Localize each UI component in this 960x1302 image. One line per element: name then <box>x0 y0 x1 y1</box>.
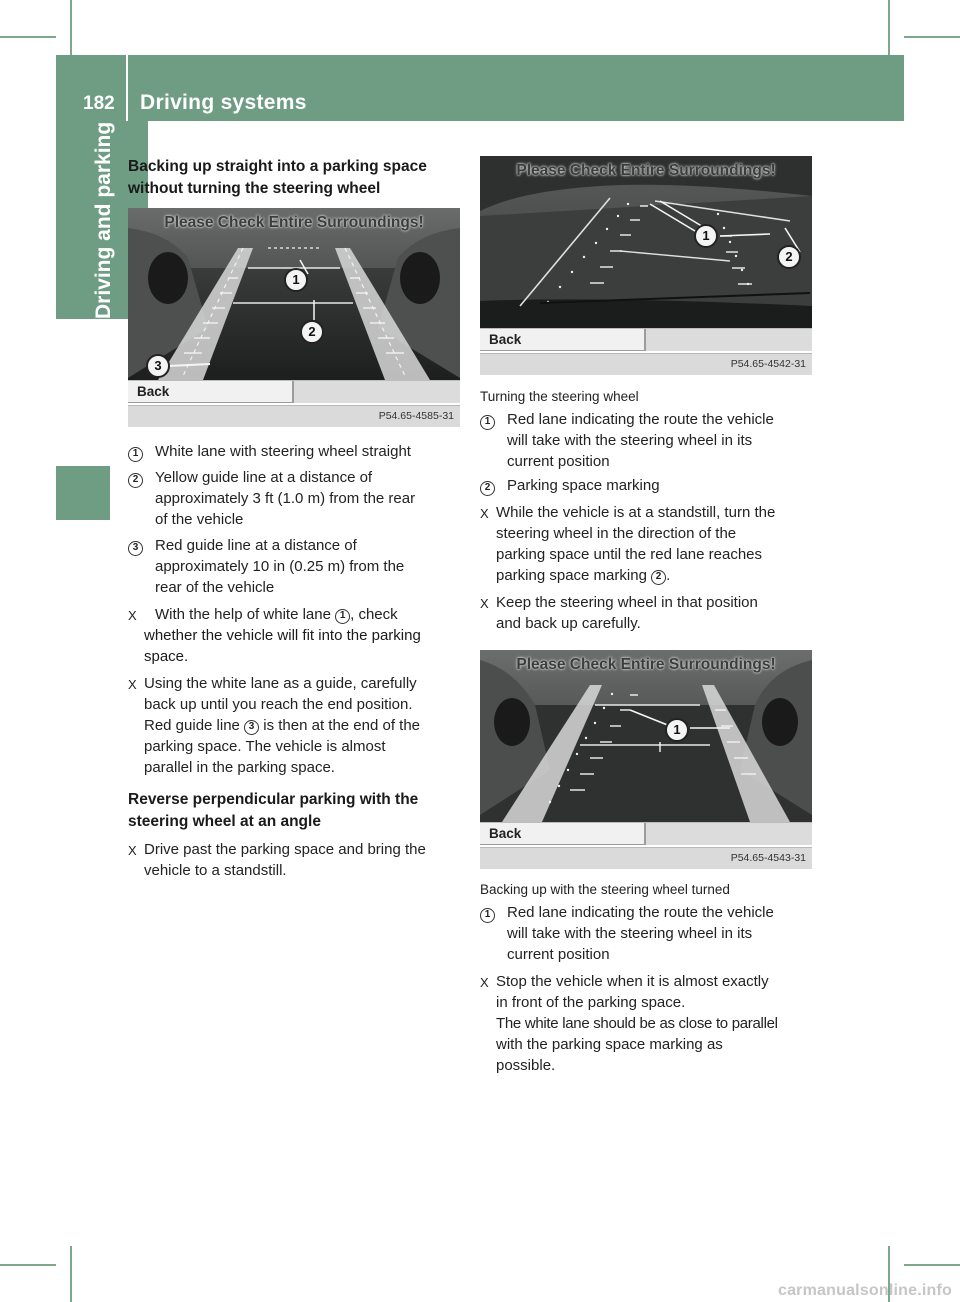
step-text: The white lane should be as close to parallel <box>496 1015 778 1032</box>
step-marker: X <box>128 677 137 692</box>
step-text: vehicle to a standstill. <box>144 862 287 879</box>
camera-softbar <box>128 380 460 403</box>
camera-view <box>480 156 812 328</box>
legend-number <box>480 902 500 923</box>
callout-2: 2 <box>777 245 801 269</box>
side-tab <box>88 121 116 319</box>
watermark: carmanualsonline.info <box>777 1282 952 1299</box>
step-text: While the vehicle is at a standstill, turn the <box>496 504 776 521</box>
legend-item <box>128 441 460 462</box>
number-circle: 3 <box>128 541 143 556</box>
legend-number <box>128 467 148 488</box>
section-title: Driving systems <box>140 91 307 114</box>
figure-caption: Turning the steering wheel <box>480 389 639 404</box>
camera-image <box>128 208 460 380</box>
callout-1: 1 <box>284 268 308 292</box>
legend-list <box>128 441 460 598</box>
heading-line: Backing up straight into a parking space <box>128 158 427 175</box>
number-circle: 3 <box>244 720 259 735</box>
step-continuation: whether the vehicle will fit into the parking <box>144 627 421 644</box>
step-text: parallel in the parking space. <box>144 759 335 776</box>
heading-line: steering wheel at an angle <box>128 813 321 830</box>
number-circle: 1 <box>335 609 350 624</box>
image-code: P54.65-4585-31 <box>128 405 460 427</box>
legend-text: Red lane indicating the route the vehicle <box>507 904 774 921</box>
camera-view <box>128 208 460 380</box>
back-button[interactable]: Back <box>480 823 646 845</box>
legend-item <box>128 467 460 530</box>
legend-text: White lane with steering wheel straight <box>155 443 411 460</box>
step-text: Drive past the parking space and bring the <box>144 841 426 858</box>
back-button[interactable]: Back <box>128 381 294 403</box>
safety-warning: Please Check Entire Surroundings! <box>164 214 424 231</box>
step-marker: X <box>128 843 137 858</box>
legend-text: approximately 3 ft (1.0 m) from the rear <box>155 490 416 507</box>
crop-mark <box>0 1264 56 1266</box>
instruction-step <box>128 673 460 778</box>
step-text: . <box>666 567 671 584</box>
camera-image <box>480 650 812 822</box>
camera-view <box>480 650 812 822</box>
camera-figure-turning <box>480 156 812 375</box>
safety-warning: Please Check Entire Surroundings! <box>516 656 776 673</box>
crop-mark <box>70 1246 72 1302</box>
side-tab-label: Driving and parking <box>92 121 115 319</box>
step-marker: X <box>480 596 489 611</box>
figure-caption: Backing up with the steering wheel turned <box>480 882 730 897</box>
legend-number <box>128 535 148 556</box>
instruction-step <box>480 502 812 586</box>
legend-text: Parking space marking <box>507 477 660 494</box>
camera-softbar <box>480 822 812 845</box>
step-marker: X <box>128 608 137 623</box>
step-text: Stop the vehicle when it is almost exactly <box>496 973 769 990</box>
legend-text: will take with the steering wheel in its <box>507 925 753 942</box>
legend-text: approximately 10 in (0.25 m) from the <box>155 558 405 575</box>
step-text: in front of the parking space. <box>496 994 686 1011</box>
crop-mark <box>904 1264 960 1266</box>
step-marker: X <box>480 975 489 990</box>
left-column <box>128 156 460 881</box>
camera-softbar <box>480 328 812 351</box>
step-text: Red guide line <box>144 717 245 734</box>
callout-1: 1 <box>665 718 689 742</box>
crop-mark <box>904 36 960 38</box>
side-tab-marker <box>56 466 110 520</box>
legend-text: Red guide line at a distance of <box>155 537 357 554</box>
step-text: back up until you reach the end position. <box>144 696 413 713</box>
legend-text: current position <box>507 453 610 470</box>
heading-line: without turning the steering wheel <box>128 180 381 197</box>
image-code: P54.65-4543-31 <box>480 847 812 869</box>
legend-number <box>480 409 500 430</box>
step-text: parking space. The vehicle is almost <box>144 738 386 755</box>
instruction-step <box>480 592 812 634</box>
legend-text: will take with the steering wheel in its <box>507 432 753 449</box>
instruction-step <box>128 839 460 881</box>
step-text: Keep the steering wheel in that position <box>496 594 758 611</box>
legend-number <box>128 441 148 462</box>
number-circle: 1 <box>128 447 143 462</box>
number-circle: 2 <box>651 570 666 585</box>
safety-warning: Please Check Entire Surroundings! <box>516 162 776 179</box>
number-circle: 2 <box>128 473 143 488</box>
number-circle: 2 <box>480 481 495 496</box>
camera-figure-turned <box>480 650 812 869</box>
step-text: parking space until the red lane reaches <box>496 546 763 563</box>
instruction-step <box>480 971 812 1076</box>
legend-item <box>480 902 812 965</box>
callout-1: 1 <box>694 224 718 248</box>
number-circle: 1 <box>480 415 495 430</box>
legend-text: Yellow guide line at a distance of <box>155 469 373 486</box>
step-text: steering wheel in the direction of the <box>496 525 737 542</box>
section-heading <box>128 789 460 833</box>
camera-figure-straight <box>128 208 460 427</box>
section-heading <box>128 156 460 200</box>
step-continuation: space. <box>144 648 189 665</box>
number-circle: 1 <box>480 908 495 923</box>
callout-3: 3 <box>146 354 170 378</box>
right-column <box>480 156 812 1076</box>
legend-text: Red lane indicating the route the vehicle <box>507 411 774 428</box>
step-text: , check <box>350 606 398 623</box>
legend-list <box>480 902 812 965</box>
heading-line: Reverse perpendicular parking with the <box>128 791 419 808</box>
camera-image <box>480 156 812 328</box>
legend-text: of the vehicle <box>155 511 244 528</box>
legend-item <box>480 409 812 472</box>
legend-number <box>480 475 500 496</box>
back-button[interactable]: Back <box>480 329 646 351</box>
crop-mark <box>0 36 56 38</box>
instruction-step <box>128 604 460 625</box>
step-text: is then at the end of the <box>259 717 421 734</box>
step-text: with the parking space marking as <box>496 1036 723 1053</box>
crop-mark <box>888 0 890 56</box>
legend-item <box>128 535 460 598</box>
step-text: Using the white lane as a guide, carefully <box>144 675 417 692</box>
step-text: and back up carefully. <box>496 615 641 632</box>
legend-list <box>480 409 812 496</box>
crop-mark <box>70 0 72 56</box>
legend-text: current position <box>507 946 610 963</box>
page-number: 182 <box>83 93 115 114</box>
image-code: P54.65-4542-31 <box>480 353 812 375</box>
legend-text: rear of the vehicle <box>155 579 275 596</box>
legend-item <box>480 475 812 496</box>
step-marker: X <box>480 506 489 521</box>
callout-2: 2 <box>300 320 324 344</box>
step-text: With the help of white lane <box>155 606 336 623</box>
step-text: possible. <box>496 1057 556 1074</box>
step-text: parking space marking <box>496 567 652 584</box>
